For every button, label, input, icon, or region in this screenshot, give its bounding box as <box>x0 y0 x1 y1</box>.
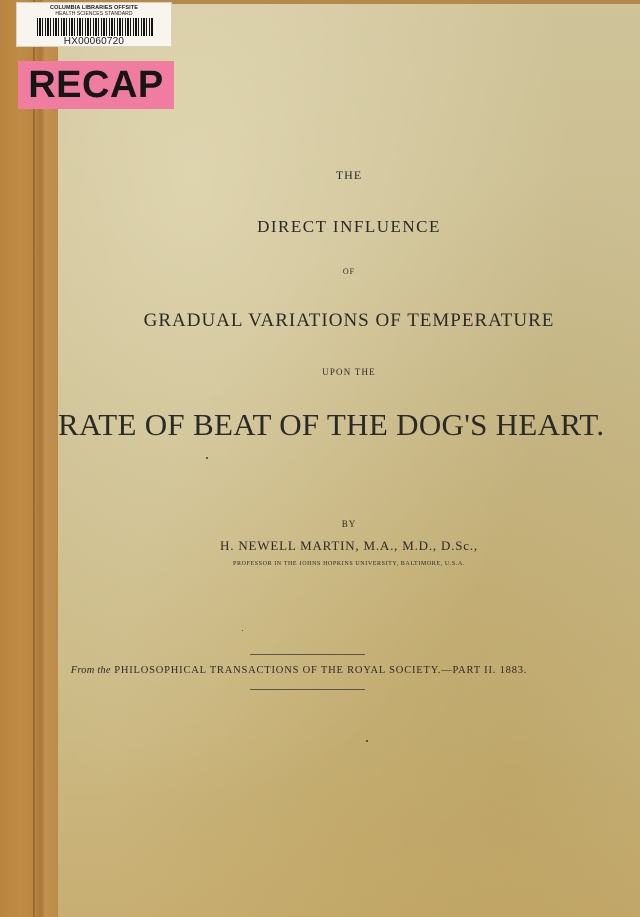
paper-speck <box>366 740 368 742</box>
divider-bottom <box>250 689 365 690</box>
paper-speck <box>242 630 243 631</box>
title-line-3: RATE OF BEAT OF THE DOG'S HEART. <box>58 407 605 442</box>
label-institution: COLUMBIA LIBRARIES OFFSITE <box>50 5 138 11</box>
divider-top <box>250 654 365 655</box>
barcode-icon <box>37 18 153 36</box>
label-collection: HEALTH SCIENCES STANDARD <box>55 11 133 17</box>
title-line-1: DIRECT INFLUENCE <box>257 217 441 236</box>
title-line-2: GRADUAL VARIATIONS OF TEMPERATURE <box>143 310 555 331</box>
recap-tag: RECAP <box>18 61 174 109</box>
author-name: H. NEWELL MARTIN, M.A., M.D., D.Sc., <box>220 538 478 553</box>
source-publication: PHILOSOPHICAL TRANSACTIONS OF THE ROYAL SOCIETY.—PART II. 1883. <box>114 665 528 676</box>
author-affiliation: PROFESSOR IN THE JOHNS HOPKINS UNIVERSITY, BALTIMORE, U.S.A. <box>233 561 465 567</box>
source-from: From the <box>70 665 111 676</box>
title-of: OF <box>342 267 356 276</box>
title-the: THE <box>335 168 363 182</box>
byline-by: BY <box>341 519 357 529</box>
library-barcode-label <box>16 2 172 47</box>
spine-crease <box>33 0 35 917</box>
title-upon-the: UPON THE <box>322 367 376 377</box>
paper-speck <box>206 457 208 459</box>
book-spine <box>0 0 58 917</box>
label-barcode-id: HX00060720 <box>63 36 125 47</box>
source-citation <box>64 665 534 676</box>
